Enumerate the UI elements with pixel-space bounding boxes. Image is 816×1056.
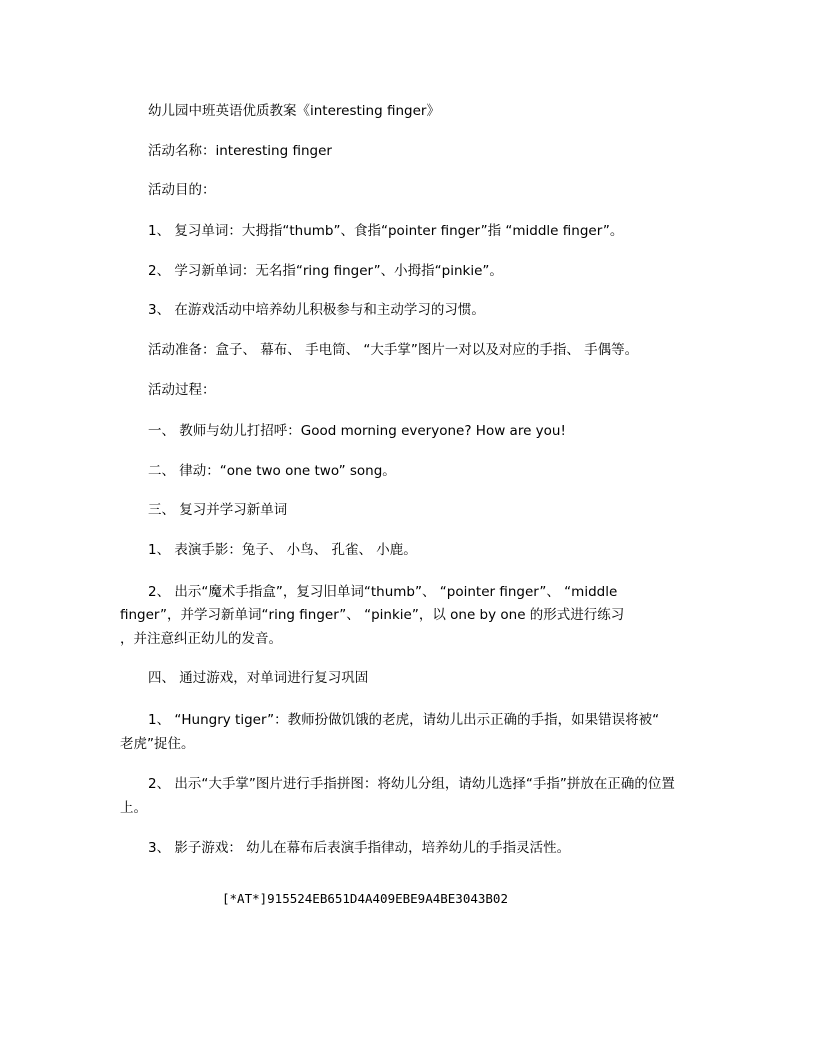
goal-item-3: 3、 在游戏活动中培养幼儿积极参与和主动学习的习惯。 <box>148 302 485 318</box>
step-3-item-2-line-1: 2、 出示“魔术手指盒”，复习旧单词“thumb”、 “pointer finger”、 “middle <box>148 584 618 600</box>
document-code: [*AT*]915524EB651D4A409EBE9A4BE3043B02 <box>222 891 508 906</box>
step-4-item-1-line-2: 老虎”捉住。 <box>120 736 195 752</box>
process-heading: 活动过程： <box>148 382 216 398</box>
goal-item-1: 1、 复习单词：大拇指“thumb”、食指“pointer finger”指 “middle finger”。 <box>148 223 624 239</box>
goals-heading: 活动目的： <box>148 182 216 198</box>
step-4-item-1-line-1: 1、 “Hungry tiger”：教师扮做饥饿的老虎，请幼儿出示正确的手指，如果错误将被“ <box>148 712 660 728</box>
goal-item-2: 2、 学习新单词：无名指“ring finger”、小拇指“pinkie”。 <box>148 263 503 279</box>
step-4-item-2-line-1: 2、 出示“大手掌”图片进行手指拼图：将幼儿分组，请幼儿选择“手指”拼放在正确的位置 <box>148 776 675 792</box>
process-step-3: 三、 复习并学习新单词 <box>148 502 288 518</box>
step-4-item-2-line-2: 上。 <box>120 800 147 816</box>
process-step-1: 一、 教师与幼儿打招呼：Good morning everyone? How are you! <box>148 423 566 439</box>
step-3-item-2-line-3: ，并注意纠正幼儿的发音。 <box>120 631 282 647</box>
process-step-2: 二、 律动：“one two one two” song。 <box>148 463 396 479</box>
activity-name: 活动名称：interesting finger <box>148 143 332 159</box>
step-3-item-2-line-2: finger”，并学习新单词“ring finger”、 “pinkie”，以 one by one 的形式进行练习 <box>120 607 625 623</box>
step-4-item-3: 3、 影子游戏： 幼儿在幕布后表演手指律动，培养幼儿的手指灵活性。 <box>148 840 571 856</box>
preparation-paragraph: 活动准备：盒子、 幕布、 手电筒、 “大手掌”图片一对以及对应的手指、 手偶等。 <box>148 342 639 358</box>
step-3-item-1: 1、 表演手影：兔子、 小鸟、 孔雀、 小鹿。 <box>148 542 417 558</box>
process-step-4: 四、 通过游戏，对单词进行复习巩固 <box>148 670 369 686</box>
document-title: 幼儿园中班英语优质教案《interesting finger》 <box>148 103 440 119</box>
